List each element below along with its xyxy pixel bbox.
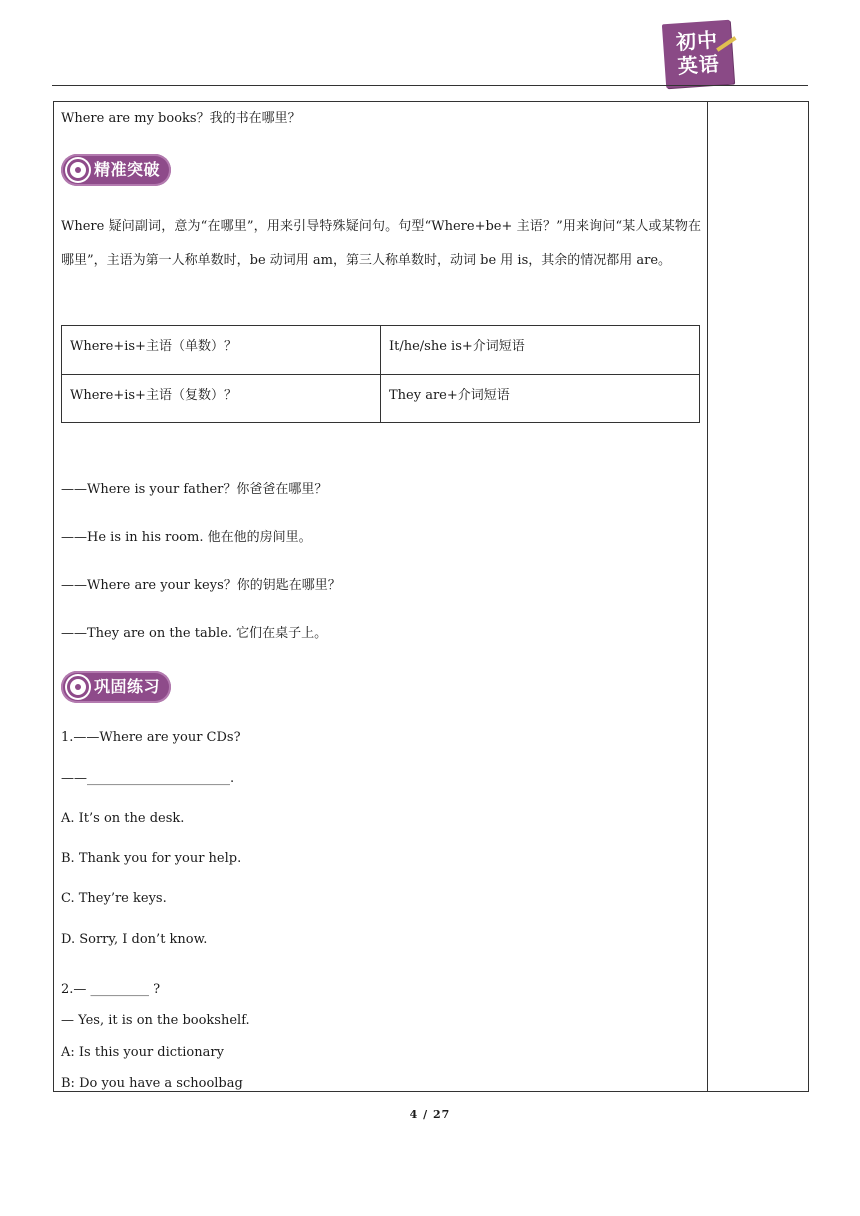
question-stem: 1.——Where are your CDs? [61, 730, 241, 745]
option-a: A: Is this your dictionary [61, 1045, 224, 1060]
option-d: D. Sorry, I don’t know. [61, 932, 208, 947]
side-column-divider [707, 101, 708, 1092]
example-line: ——Where is your father？你爸爸在哪里？ [61, 482, 328, 497]
table-cell: Where+is+主语（复数）？ [62, 374, 381, 423]
table-row [62, 374, 700, 423]
header-rule [52, 85, 808, 86]
table-cell: It/he/she is+介词短语 [381, 326, 700, 375]
target-icon [67, 159, 89, 181]
question-stem: 2.— _________ ? [61, 982, 161, 997]
example-line: ——They are on the table. 它们在桌子上。 [61, 626, 328, 641]
layers-icon [67, 676, 89, 698]
example-line: ——He is in his room. 他在他的房间里。 [61, 530, 312, 545]
table-row [62, 326, 700, 375]
option-a: A. It’s on the desk. [61, 811, 185, 826]
answer-blank: ——______________________. [61, 771, 235, 786]
table-cell: They are+介词短语 [381, 374, 700, 423]
intro-line: Where are my books？我的书在哪里？ [61, 111, 301, 126]
explanation-paragraph: Where 疑问副词，意为“在哪里”，用来引导特殊疑问句。句型“Where+be+ 主语？”用来询问“某人或某物在哪里”，主语为第一人称单数时，be 动词用 am，第三人称单数时，动词 be 用 is，其余的情况都用 are。 [61, 219, 701, 268]
option-b: B. Thank you for your help. [61, 851, 242, 866]
option-c: C. They’re keys. [61, 891, 167, 906]
grammar-table [61, 325, 700, 423]
section-title: 精准突破 [94, 160, 161, 179]
section-badge-precise [61, 154, 171, 186]
option-b: B: Do you have a schoolbag [61, 1076, 243, 1091]
logo [662, 20, 734, 89]
table-cell: Where+is+主语（单数）？ [62, 326, 381, 375]
logo-line-1: 初中 [675, 27, 719, 55]
logo-line-2: 英语 [676, 51, 721, 79]
page-number: 4 / 27 [409, 1108, 451, 1121]
example-line: ——Where are your keys？你的钥匙在哪里？ [61, 578, 341, 593]
section-title: 巩固练习 [94, 677, 161, 696]
question-reply: — Yes, it is on the bookshelf. [61, 1013, 250, 1028]
section-badge-practice [61, 671, 171, 703]
